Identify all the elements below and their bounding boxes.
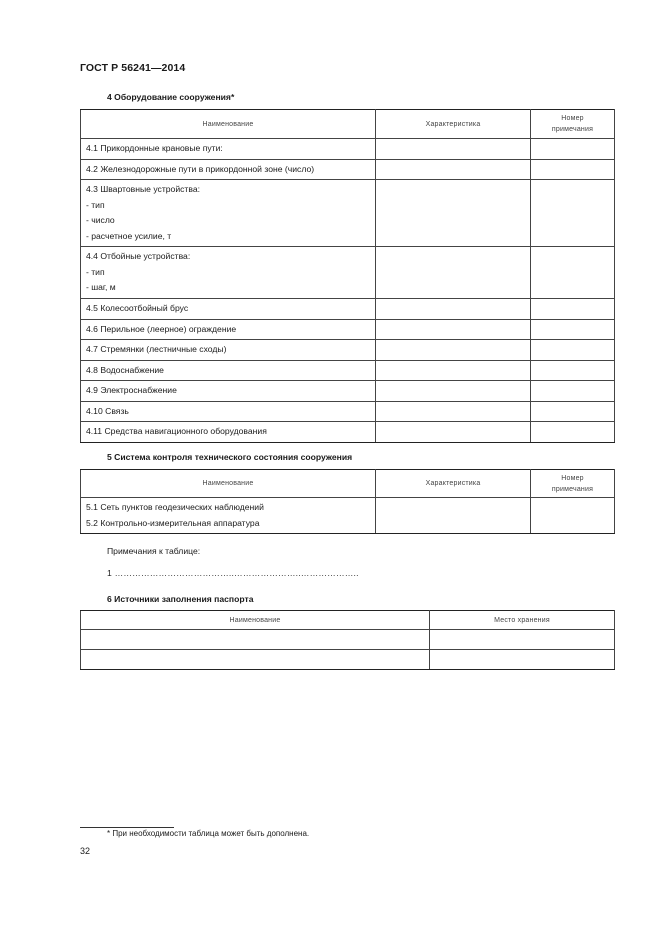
characteristic-cell: [376, 498, 531, 534]
footnote: * При необходимости таблица может быть дополнена.: [107, 829, 310, 838]
characteristic-cell: [376, 340, 531, 361]
table-row: [81, 650, 615, 670]
table-row: [81, 180, 615, 247]
col-characteristic-header: Характеристика: [376, 110, 531, 139]
row-sub-item: - число: [86, 215, 115, 225]
table-row: [81, 159, 615, 180]
characteristic-cell: [376, 159, 531, 180]
table-row: [81, 247, 615, 299]
row-label: 4.9 Электроснабжение: [86, 385, 177, 395]
row-name-cell: [81, 381, 376, 402]
name-cell: [81, 630, 430, 650]
footnote-divider: [80, 827, 174, 828]
row-name-cell: [81, 180, 376, 247]
characteristic-cell: [376, 401, 531, 422]
col-name-header: Наименование: [81, 611, 430, 630]
page-number: 32: [80, 846, 91, 856]
note-number-cell: [531, 299, 615, 320]
characteristic-cell: [376, 247, 531, 299]
row-label: 4.11 Средства навигационного оборудования: [86, 426, 267, 436]
note-number-cell: [531, 180, 615, 247]
note-number-cell: [531, 498, 615, 534]
characteristic-cell: [376, 360, 531, 381]
note-number-cell: [531, 247, 615, 299]
table-row: [81, 360, 615, 381]
note-number-cell: [531, 422, 615, 443]
name-cell: [81, 650, 430, 670]
row-label: 4.2 Железнодорожные пути в прикордонной зоне (число): [86, 163, 315, 174]
row-name-cell: [81, 247, 376, 299]
row-sub-item: - расчетное усилие, т: [86, 230, 172, 241]
col-note-number-header: Номер примечания: [531, 110, 615, 139]
row-label: 4.4 Отбойные устройства:: [86, 251, 191, 261]
row-label: 4.3 Швартовные устройства:: [86, 184, 200, 194]
note-number-cell: [531, 139, 615, 160]
col-name-header: Наименование: [81, 470, 376, 498]
row-label: 4.5 Колесоотбойный брус: [86, 303, 189, 313]
characteristic-cell: [376, 139, 531, 160]
document-header: ГОСТ Р 56241—2014: [80, 62, 186, 74]
sources-table-header: [81, 611, 615, 630]
row-label: 4.6 Перильное (леерное) ограждение: [86, 323, 237, 334]
row-name-cell: [81, 422, 376, 443]
table-row: [81, 299, 615, 320]
sources-table: [80, 610, 615, 670]
row-label: 4.1 Прикордонные крановые пути:: [86, 143, 223, 153]
col-name-header: Наименование: [81, 110, 376, 139]
section-4-title: 4 Оборудование сооружения*: [107, 92, 235, 102]
table-notes-title: Примечания к таблице:: [107, 546, 201, 556]
table-row: [81, 340, 615, 361]
characteristic-cell: [376, 180, 531, 247]
section-6-title: 6 Источники заполнения паспорта: [107, 594, 254, 604]
row-label: 4.7 Стремянки (лестничные сходы): [86, 344, 227, 354]
table-row: [81, 630, 615, 650]
table-row: [81, 498, 615, 534]
note-number-cell: [531, 360, 615, 381]
equipment-table: [80, 109, 615, 443]
row-name-cell: [81, 319, 376, 340]
note-number-cell: [531, 340, 615, 361]
col-characteristic-header: Характеристика: [376, 470, 531, 498]
note-number-cell: [531, 381, 615, 402]
row-sub-item: - шаг, м: [86, 282, 116, 292]
note-number-cell: [531, 159, 615, 180]
note-number-cell: [531, 319, 615, 340]
row-name-cell: [81, 299, 376, 320]
row-label: 5.1 Сеть пунктов геодезических наблюдений: [86, 502, 264, 512]
row-label: 4.10 Связь: [86, 405, 129, 416]
note-number-cell: [531, 401, 615, 422]
equipment-table-header: [81, 110, 615, 139]
monitoring-table: [80, 469, 615, 534]
monitoring-table-header: [81, 470, 615, 498]
row-name-cell: [81, 340, 376, 361]
characteristic-cell: [376, 299, 531, 320]
table-row: [81, 381, 615, 402]
row-sub-item: - тип: [86, 199, 105, 210]
table-row: [81, 401, 615, 422]
characteristic-cell: [376, 381, 531, 402]
storage-cell: [430, 650, 615, 670]
row-name-cell: [81, 360, 376, 381]
characteristic-cell: [376, 422, 531, 443]
row-name-cell: [81, 401, 376, 422]
storage-cell: [430, 630, 615, 650]
table-row: [81, 319, 615, 340]
row-name-cell: [81, 159, 376, 180]
row-name-cell: [81, 139, 376, 160]
row-name-cell: [81, 498, 376, 534]
row-label: 5.2 Контрольно-измерительная аппаратура: [86, 517, 260, 528]
table-note-1: 1 …………………………………..…………………..………………..: [107, 568, 359, 578]
row-sub-item: - тип: [86, 266, 105, 277]
row-label: 4.8 Водоснабжение: [86, 364, 164, 375]
table-row: [81, 422, 615, 443]
table-row: [81, 139, 615, 160]
col-storage-header: Место хранения: [430, 611, 615, 630]
section-5-title: 5 Система контроля технического состояния сооружения: [107, 452, 353, 462]
characteristic-cell: [376, 319, 531, 340]
col-note-number-header: Номер примечания: [531, 470, 615, 498]
